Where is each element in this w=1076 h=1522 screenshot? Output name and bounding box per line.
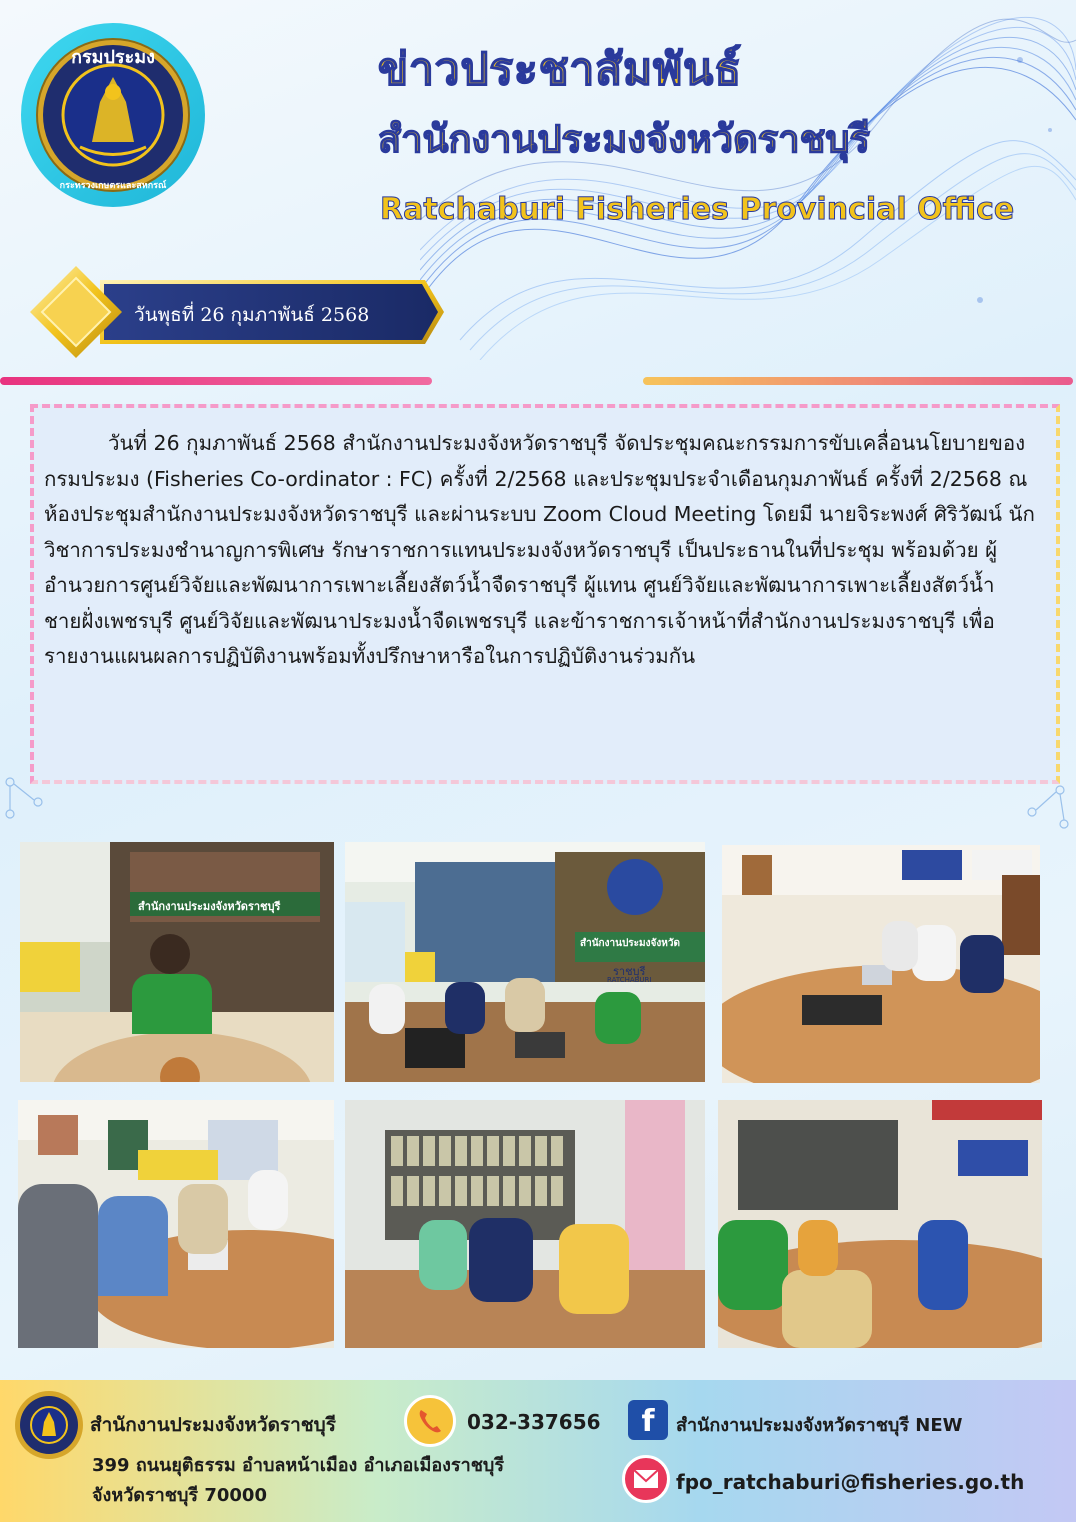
footer-facebook[interactable]: สำนักงานประมงจังหวัดราชบุรี NEW [676,1415,963,1436]
logo-text-top: กรมประมง [71,47,155,68]
meeting-photo-5 [345,1100,705,1348]
news-text-box [30,404,1060,784]
person-1 [419,1220,467,1290]
person-3 [559,1224,629,1314]
photo1-sign: สำนักงานประมงจังหวัดราชบุรี [138,900,281,913]
logo-text-bottom: กระทรวงเกษตรและสหกรณ์ [59,181,167,191]
email-icon [622,1455,670,1503]
footer-address-line2: จังหวัดราชบุรี 70000 [92,1485,267,1506]
person-3 [178,1184,228,1254]
date-label: วันพุธที่ 26 กุมภาพันธ์ 2568 [134,304,370,326]
person-1 [369,984,405,1034]
person-3 [505,978,545,1032]
meeting-photo-3 [722,845,1040,1083]
person-head [150,934,190,974]
divider-left [0,377,432,385]
news-paragraph: วันที่ 26 กุมภาพันธ์ 2568 สำนักงานประมงจังหวัดราชบุรี จัดประชุมคณะกรรมการขับเคลื่อนนโยบายของกรมประมง (Fisheries Co-ordinator : FC) ครั้งที่ 2/2568 และประชุมประจำเดือนกุมภาพันธ์ ครั้งที่ 2/2568 ณ ห้องประชุมสำนักงานประมงจังหวัดราชบุรี และผ่านระบบ Zoom Cloud Meeting โดยมี นายจิระพงศ์ ศิริวัฒน์ นักวิชาการประมงชำนาญการพิเศษ รักษาราชการแทนประมงจังหวัดราชบุรี เป็นประธานในที่ประชุม พร้อมด้วย ผู้อำนวยการศูนย์วิจัยและพัฒนาการเพาะเลี้ยงสัตว์น้ำจืดราชบุรี ผู้แทน ศูนย์วิจัยและพัฒนาการเพาะเลี้ยงสัตว์น้ำชายฝั่งเพชรบุรี ศูนย์วิจัยและพัฒนาประมงน้ำจืดเพชรบุรี และข้าราชการเจ้าหน้าที่สำนักงานประมงราชบุรี เพื่อรายงานแผนผลการปฏิบัติงานพร้อมทั้งปรึกษาหารือในการปฏิบัติงานร่วมกัน [44,431,1035,668]
person-4 [918,1220,968,1310]
page-title: ข่าวประชาสัมพันธ์ [378,44,743,95]
fisheries-seal-icon [14,1390,84,1460]
person-2 [469,1218,533,1302]
person-1 [912,925,956,981]
office-title-english: Ratchaburi Fisheries Provincial Office [380,192,1015,227]
office-title-thai: สำนักงานประมงจังหวัดราชบุรี [378,117,870,161]
person-4 [595,992,641,1044]
person-3 [882,921,918,971]
phone-icon [404,1395,456,1447]
photo2-sign: สำนักงานประมงจังหวัด [580,938,680,949]
meeting-photo-6 [718,1100,1042,1348]
footer-address-line1: 399 ถนนยุติธรรม อำบลหน้าเมือง อำเภอเมืองราชบุรี [92,1455,505,1476]
person-3 [798,1220,838,1276]
person-4 [248,1170,288,1230]
person-2 [782,1270,872,1348]
footer-office-name: สำนักงานประมงจังหวัดราชบุรี [90,1414,336,1436]
meeting-photo-4 [18,1100,334,1348]
footer-phone[interactable]: 032-337656 [467,1410,601,1434]
meeting-photo-1 [20,842,334,1082]
person-2 [445,982,485,1034]
photo2-sign-3: RATCHABURI [607,976,652,984]
meeting-photo-2 [345,842,705,1082]
footer-email[interactable]: fpo_ratchaburi@fisheries.go.th [676,1470,1025,1494]
person-shirt [132,974,212,1034]
person-1 [718,1220,788,1310]
divider-right [643,377,1073,385]
person-2 [98,1196,168,1296]
person-1 [18,1184,98,1348]
photo2-sign-2: ราชบุรี [613,965,646,978]
person-2 [960,935,1004,993]
facebook-icon: f [628,1400,668,1440]
